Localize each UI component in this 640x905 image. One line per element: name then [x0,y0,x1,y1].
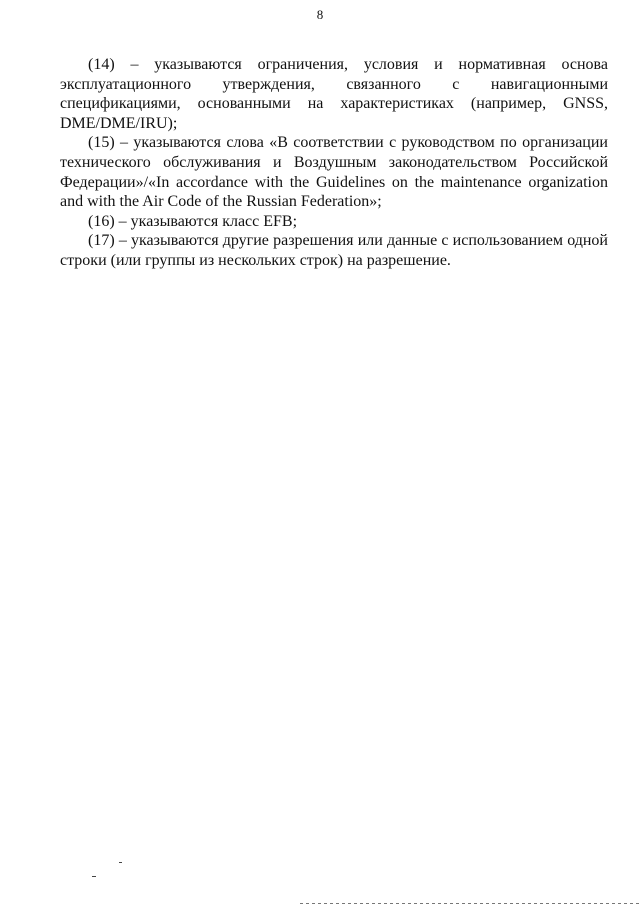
paragraph-14: (14) – указываются ограничения, условия и нормативная основа эксплуатационного утверждения, связанного с навигационными спецификациями, основанными на характеристиках (например, GNSS, DME/DME/IRU); [60,56,608,132]
page-number: 8 [316,7,324,22]
scan-bottom-edge [300,903,640,904]
scan-speck [119,862,122,863]
paragraph-15: (15) – указываются слова «В соответствии с руководством по организации технического обслуживания и Воздушным законодательством Российской Федерации»/«In accordance with the Guidelines on the maintenance organization and with the Air Code of the Russian Federation»; [60,134,608,211]
scan-speck [92,876,96,877]
paragraph-16: (16) – указываются класс EFB; [88,212,298,230]
paragraph-17: (17) – указываются другие разрешения или данные с использованием одной строки (или группы из нескольких строк) на разрешение. [60,232,608,269]
document-body [60,55,608,271]
